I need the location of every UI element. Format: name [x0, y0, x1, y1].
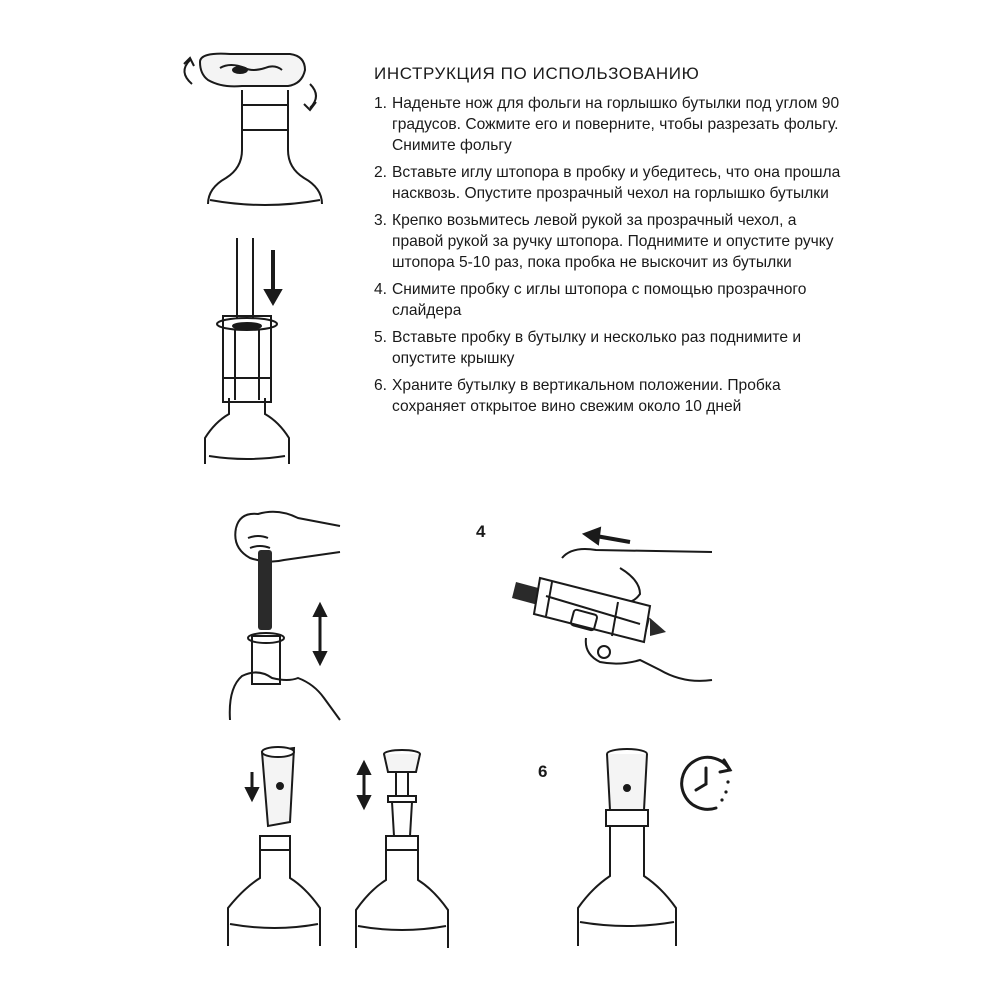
step-text: Крепко возьмитесь левой рукой за прозрачный чехол, а правой рукой за ручку штопора. Поднимите и опустите ручку штопора 5-10 раз, пока пробка не выскочит из бутылки [392, 212, 834, 271]
instruction-list [374, 93, 844, 423]
stored-bottle-illustration [572, 748, 682, 948]
pumping-illustration [228, 508, 348, 720]
step-text: Вставьте пробку в бутылку и несколько раз поднимите и опустите крышку [392, 329, 802, 367]
figure-label-step-6: 6 [538, 762, 548, 781]
step-number: 4. [374, 281, 388, 298]
step-number: 1. [374, 95, 388, 112]
foil-cutter-illustration [170, 50, 330, 210]
lid-pumping-illustration [352, 750, 452, 950]
step-text: Снимите пробку с иглы штопора с помощью прозрачного слайдера [392, 281, 807, 319]
instruction-step [374, 375, 844, 417]
step-number: 2. [374, 164, 388, 181]
instruction-step [374, 162, 844, 204]
step-number: 3. [374, 212, 388, 229]
step-number: 6. [374, 377, 388, 394]
needle-insert-illustration [195, 238, 315, 468]
stopper-insert-illustration [222, 748, 322, 948]
page-title: ИНСТРУКЦИЯ ПО ИСПОЛЬЗОВАНИЮ [374, 64, 700, 83]
figure-label-step-4: 4 [476, 522, 486, 541]
step-text: Вставьте иглу штопора в пробку и убедитесь, что она прошла насквозь. Опустите прозрачный чехол на горлышко бутылки [392, 164, 841, 202]
step-number: 5. [374, 329, 388, 346]
step-text: Наденьте нож для фольги на горлышко бутылки под углом 90 градусов. Сожмите его и поверните, чтобы разрезать фольгу. Снимите фольгу [392, 95, 840, 154]
instruction-step [374, 210, 844, 273]
instruction-step [374, 327, 844, 369]
instruction-step [374, 93, 844, 156]
clock-icon [676, 752, 738, 814]
step-text: Храните бутылку в вертикальном положении. Пробка сохраняет открытое вино свежим около 10 дней [392, 377, 781, 415]
cork-removal-illustration [500, 520, 720, 690]
instruction-step [374, 279, 844, 321]
